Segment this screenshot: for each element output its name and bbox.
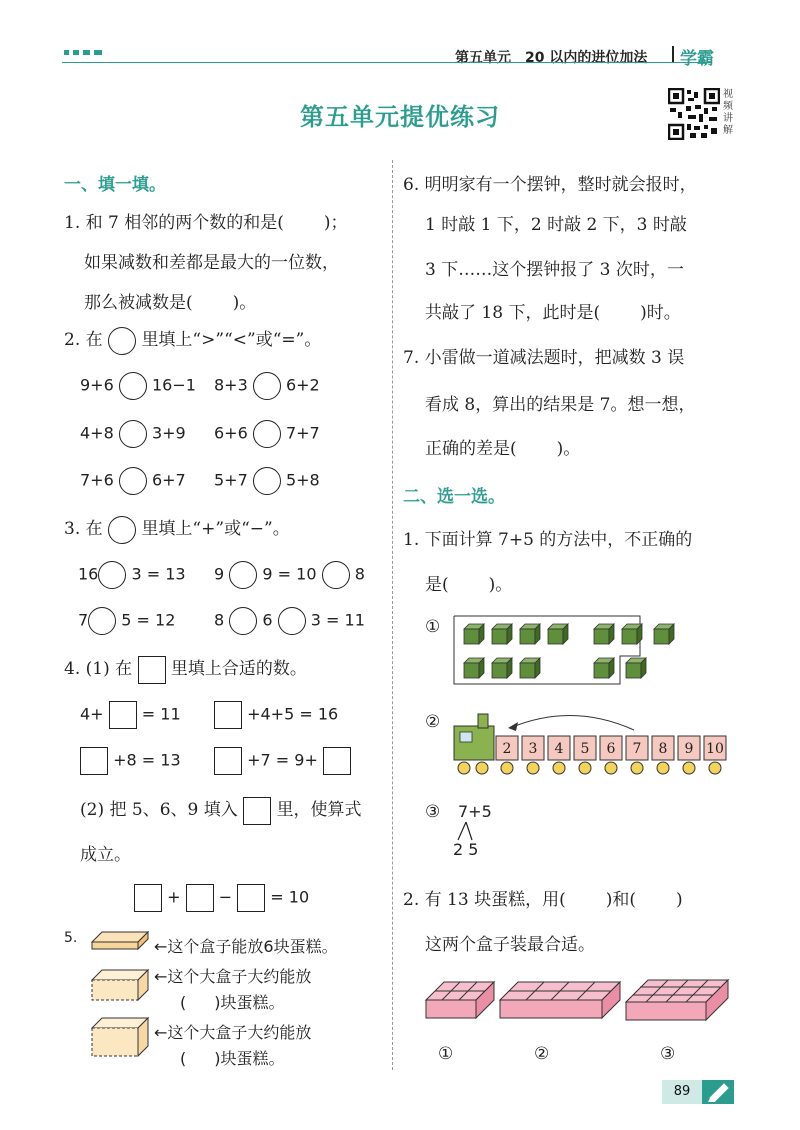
q3-num: 9: [214, 564, 225, 584]
q5-line2b: [180, 990, 285, 1013]
q4-part2-instruction: [80, 795, 362, 825]
qr-label: 视频讲解: [723, 89, 733, 136]
q3-num: 3 = 11: [310, 610, 365, 630]
q3-row-1b: [214, 561, 365, 589]
train-car-number: 8: [658, 741, 668, 757]
q2-row-2: [80, 420, 186, 448]
split-branch-lines: [452, 820, 482, 842]
minus-sign: −: [218, 887, 233, 907]
header-brand-logo: 学霸: [680, 49, 714, 69]
q3-num: 6: [262, 610, 273, 630]
box-option-1: [426, 982, 494, 1018]
q4-part2-equation: [134, 884, 309, 912]
q1-line2: 如果减数和差都是最大的一位数，: [84, 253, 339, 273]
q4-text: +4+5 = 16: [247, 704, 339, 724]
q2-expr: 6+6: [214, 423, 248, 443]
compare-circle-input[interactable]: [253, 467, 281, 495]
header-decoration: [64, 50, 102, 55]
c1-text: )。: [488, 575, 513, 595]
q5-number: 5.: [64, 930, 78, 946]
train-car-number: 5: [580, 741, 590, 757]
operator-circle-input[interactable]: [229, 607, 257, 635]
number-box-input[interactable]: [323, 747, 351, 775]
q7-line2: 看成 8，算出的结果是 7。想一想，: [425, 395, 696, 415]
option-2-train-diagram: [452, 698, 727, 778]
q6-line1: 6. 明明家有一个摆钟，整时就会报时，: [403, 175, 697, 195]
q7-text: )。: [556, 439, 581, 459]
option-1-cubes-diagram: [452, 614, 682, 688]
q1-line1: [64, 208, 348, 233]
operator-circle-input[interactable]: [322, 561, 350, 589]
split-parts: 2 5: [453, 840, 479, 859]
train-engine: [454, 714, 494, 760]
operator-circle-input[interactable]: [98, 561, 126, 589]
number-box-input[interactable]: [109, 701, 137, 729]
q4-tail: 里填上合适的数。: [170, 659, 307, 679]
q5-paren-open: (: [180, 1049, 187, 1068]
q4-text: +7 = 9+: [247, 750, 318, 770]
c2-text: 2. 有 13 块蛋糕，用(: [403, 890, 566, 910]
q2-expr: 4+8: [80, 423, 114, 443]
cake-boxes-illustration: [90, 928, 150, 1058]
q2-expr: 7+6: [80, 470, 114, 490]
q4-part1-instruction: [64, 654, 307, 684]
train-car-number: 9: [684, 741, 694, 757]
compare-circle-input[interactable]: [119, 420, 147, 448]
q6-line4: [425, 298, 681, 323]
compare-circle-input[interactable]: [119, 372, 147, 400]
q5-paren-open: (: [180, 993, 187, 1012]
q1-text-b: )；: [323, 213, 348, 233]
q2-expr: 8+3: [214, 375, 248, 395]
q5-line1: ←这个盒子能放6块蛋糕。: [154, 937, 338, 956]
box-label-3: ③: [660, 1044, 676, 1064]
number-box-input[interactable]: [237, 884, 265, 912]
q3-row-2: [78, 607, 175, 635]
q2-expr: 9+6: [80, 375, 114, 395]
box-label-2: ②: [534, 1044, 550, 1064]
c1-line2: [425, 570, 512, 595]
plus-sign: +: [167, 887, 181, 907]
q4-part2-line2: 成立。: [80, 845, 131, 865]
q4-text: +8 = 13: [113, 750, 181, 770]
q3-num: 8: [354, 564, 365, 584]
q7-line1: 7. 小雷做一道减法题时，把减数 3 误: [403, 348, 685, 368]
header-rule: [62, 62, 712, 63]
q2-expr: 16−1: [151, 375, 196, 395]
q2-instruction: [64, 325, 321, 355]
q5-paren-close: )块蛋糕。: [214, 993, 285, 1012]
large-cake-box: [92, 1018, 148, 1056]
square-symbol-icon: [138, 656, 166, 684]
number-box-input[interactable]: [80, 747, 108, 775]
q6-text: )时。: [640, 303, 681, 323]
q4-lead: (2) 把 5、6、9 填入: [80, 800, 238, 820]
split-expression: 7+5: [458, 802, 492, 821]
q3-lead: 3. 在: [64, 519, 103, 539]
q2-expr: 7+7: [285, 423, 320, 443]
q6-text: 共敲了 18 下，此时是(: [425, 303, 601, 323]
number-box-input[interactable]: [214, 747, 242, 775]
q4-lead: 4. (1) 在: [64, 659, 133, 679]
page-title: 第五单元提优练习: [300, 103, 500, 131]
circle-symbol-icon: [108, 516, 136, 544]
number-box-input[interactable]: [186, 884, 214, 912]
c1-text: 是(: [425, 575, 449, 595]
q5-line2: ←这个大盒子大约能放: [154, 967, 312, 986]
q5-line3b: [180, 1046, 285, 1069]
box-option-2: [500, 982, 620, 1018]
compare-circle-input[interactable]: [253, 420, 281, 448]
q2-row-3b: [214, 467, 320, 495]
q2-row-3: [80, 467, 186, 495]
square-symbol-icon: [243, 797, 271, 825]
q2-expr: 5+7: [214, 470, 248, 490]
q2-expr: 3+9: [151, 423, 186, 443]
q1-text-a: 1. 和 7 相邻的两个数的和是(: [64, 213, 284, 233]
c2-text: )和(: [605, 890, 636, 910]
number-box-input[interactable]: [134, 884, 162, 912]
q2-row-1: [80, 372, 196, 400]
q3-row-2b: [214, 607, 365, 635]
q2-lead: 2. 在: [64, 330, 103, 350]
c2-line1: [403, 885, 683, 910]
column-divider: [392, 160, 393, 1070]
option-2-label: ②: [425, 712, 441, 732]
q2-row-2b: [214, 420, 320, 448]
q3-num: 16: [78, 564, 99, 584]
c2-line2: 这两个盒子装最合适。: [425, 935, 595, 955]
q1-line3: [84, 288, 256, 313]
medium-cake-box: [92, 970, 148, 1000]
small-cake-box: [92, 932, 148, 949]
page-number: 89: [662, 1080, 702, 1104]
pencil-icon: [706, 1082, 730, 1102]
q2-row-1b: [214, 372, 320, 400]
q4-eq-3: [80, 747, 181, 775]
header-separator: [672, 46, 674, 62]
q1-text-d: )。: [232, 293, 257, 313]
option-3-label: ③: [425, 802, 441, 822]
train-car-number: 3: [528, 741, 538, 757]
q4-tail: 里，使算式: [276, 800, 362, 820]
q3-tail: 里填上“+”或“−”。: [141, 519, 290, 539]
q1-text-c: 那么被减数是(: [84, 293, 193, 313]
train-car-number: 7: [632, 741, 642, 757]
operator-circle-input[interactable]: [278, 607, 306, 635]
q6-line2: 1 时敲 1 下，2 时敲 2 下，3 时敲: [425, 215, 687, 235]
q7-text: 正确的差是(: [425, 439, 517, 459]
compare-circle-input[interactable]: [253, 372, 281, 400]
section-fill-in: 一、填一填。: [64, 175, 166, 195]
qr-code-icon[interactable]: [668, 88, 720, 140]
q3-num: 9 = 10: [262, 564, 317, 584]
q3-num: 3 = 13: [131, 564, 186, 584]
q7-line3: [425, 434, 580, 459]
train-car-number: 2: [502, 741, 512, 757]
q2-tail: 里填上“>”“<”或“=”。: [141, 330, 322, 350]
q4-text: 4+: [80, 704, 104, 724]
q3-instruction: [64, 514, 290, 544]
q4-eq-2: [214, 701, 338, 729]
number-box-input[interactable]: [214, 701, 242, 729]
section-choose: 二、选一选。: [403, 487, 505, 507]
q3-num: 8: [214, 610, 225, 630]
q6-line3: 3 下……这个摆钟报了 3 次时，一: [425, 260, 684, 280]
q5-paren-close: )块蛋糕。: [214, 1049, 285, 1068]
q4-eq-4: [214, 747, 351, 775]
operator-circle-input[interactable]: [88, 607, 116, 635]
circle-symbol-icon: [108, 327, 136, 355]
train-car-number: 6: [606, 741, 616, 757]
box-option-3: [626, 980, 728, 1020]
q2-expr: 5+8: [285, 470, 320, 490]
q3-num: 7: [78, 610, 89, 630]
train-car-number: 4: [554, 741, 564, 757]
operator-circle-input[interactable]: [229, 561, 257, 589]
c2-boxes-illustration: [422, 978, 732, 1040]
q3-num: 5 = 12: [121, 610, 176, 630]
c2-text: ): [675, 890, 683, 910]
box-label-1: ①: [438, 1044, 454, 1064]
q2-expr: 6+2: [285, 375, 320, 395]
option-1-label: ①: [425, 617, 441, 637]
q2-expr: 6+7: [151, 470, 186, 490]
q3-row-1: [78, 561, 186, 589]
q4-eq-1: [80, 701, 181, 729]
q4-text: = 11: [141, 704, 181, 724]
equals-ten: = 10: [270, 887, 310, 907]
header-unit-title: 第五单元 20 以内的进位加法: [455, 50, 648, 66]
train-car-number: 10: [706, 741, 724, 757]
q5-line3: ←这个大盒子大约能放: [154, 1023, 312, 1042]
compare-circle-input[interactable]: [119, 467, 147, 495]
c1-line1: 1. 下面计算 7+5 的方法中，不正确的: [403, 530, 693, 550]
